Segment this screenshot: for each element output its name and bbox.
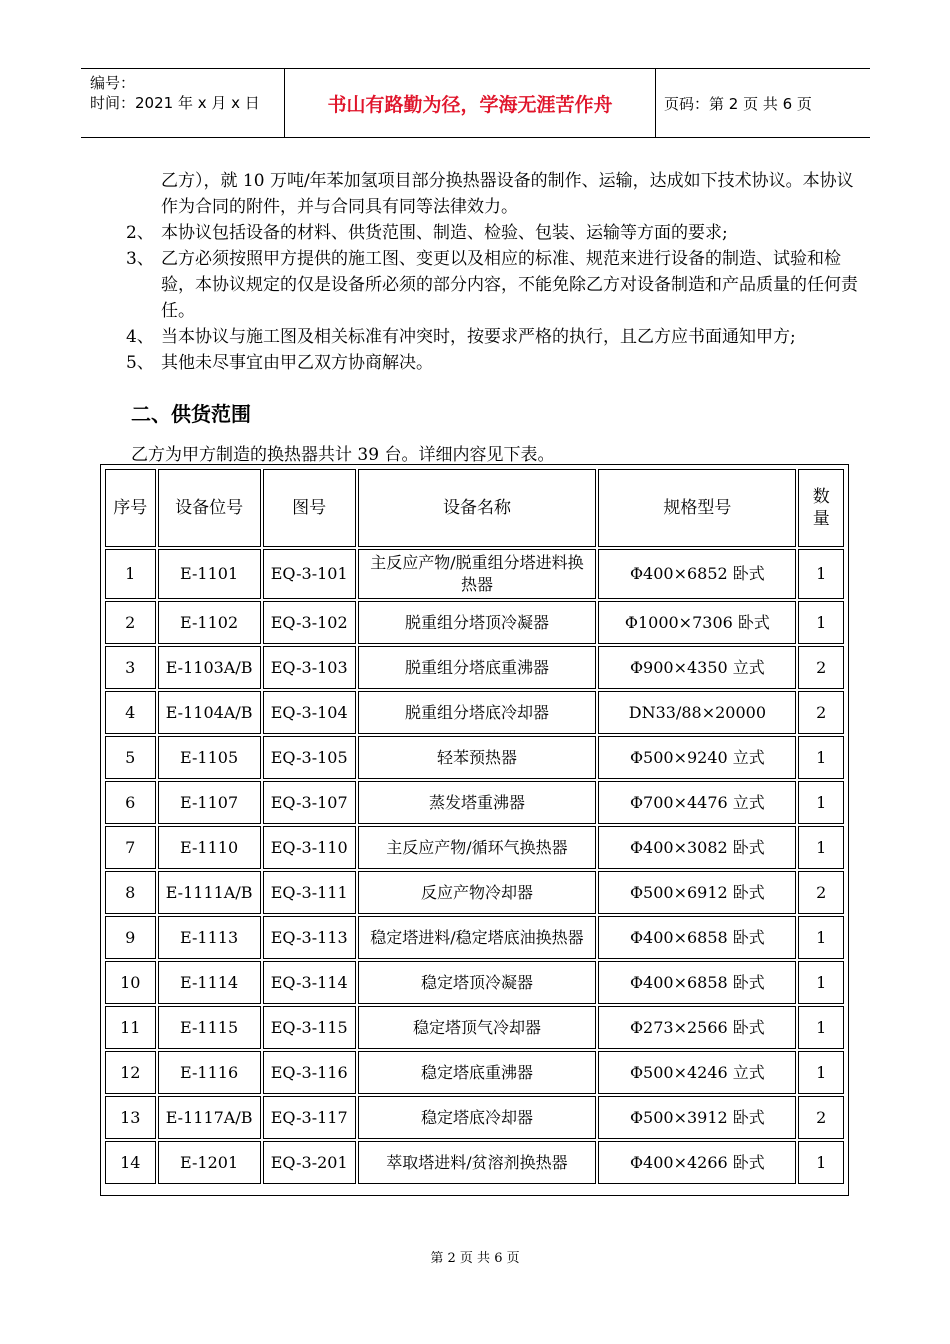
table-cell: EQ-3-116 [263, 1051, 356, 1094]
table-cell: 1 [798, 1006, 844, 1049]
intro-text: 乙方为甲方制造的换热器共计 39 台。详细内容见下表。 [131, 445, 555, 465]
table-cell: 10 [105, 961, 156, 1004]
table-row [105, 691, 844, 734]
equipment-table [103, 467, 846, 1186]
table-cell: 5 [105, 736, 156, 779]
table-cell: E-1104A/B [158, 691, 261, 734]
time-label: 时间：2021 年 x 月 x 日 [90, 94, 260, 112]
table-row [105, 601, 844, 644]
table-cell: Φ400×3082 卧式 [598, 826, 796, 869]
table-row [105, 781, 844, 824]
table-cell: 12 [105, 1051, 156, 1094]
table-cell: E-1115 [158, 1006, 261, 1049]
page-header [81, 68, 870, 138]
table-cell: 1 [798, 736, 844, 779]
table-cell: E-1116 [158, 1051, 261, 1094]
table-cell: EQ-3-115 [263, 1006, 356, 1049]
table-row [105, 1051, 844, 1094]
header-cell: 设备名称 [358, 469, 597, 547]
table-cell: Φ400×6858 卧式 [598, 961, 796, 1004]
table-cell: 1 [798, 826, 844, 869]
table-cell: E-1110 [158, 826, 261, 869]
table-cell: Φ500×4246 立式 [598, 1051, 796, 1094]
header-meta [90, 73, 260, 113]
table-row [105, 916, 844, 959]
table-row [105, 646, 844, 689]
table-cell: Φ500×9240 立式 [598, 736, 796, 779]
table-cell: 3 [105, 646, 156, 689]
header-cell: 设备位号 [158, 469, 261, 547]
table-cell: E-1201 [158, 1141, 261, 1184]
table-row [105, 1006, 844, 1049]
table-cell: 1 [798, 1141, 844, 1184]
table-row [105, 826, 844, 869]
clause-item: 4、 当本协议与施工图及相关标准有冲突时，按要求严格的执行，且乙方应书面通知甲方; [126, 327, 796, 347]
table-cell: 6 [105, 781, 156, 824]
header-cell: 图号 [263, 469, 356, 547]
table-cell: EQ-3-104 [263, 691, 356, 734]
table-cell: 蒸发塔重沸器 [358, 781, 597, 824]
clause-item: 5、 其他未尽事宜由甲乙双方协商解决。 [126, 353, 433, 373]
table-cell: 脱重组分塔底冷却器 [358, 691, 597, 734]
table-cell: E-1105 [158, 736, 261, 779]
table-cell: 13 [105, 1096, 156, 1139]
table-cell: E-1102 [158, 601, 261, 644]
table-cell: E-1103A/B [158, 646, 261, 689]
table-row [105, 961, 844, 1004]
table-cell: 反应产物冷却器 [358, 871, 597, 914]
table-cell: 11 [105, 1006, 156, 1049]
table-cell: EQ-3-107 [263, 781, 356, 824]
table-cell: 1 [798, 1051, 844, 1094]
clause-item: 2、 本协议包括设备的材料、供货范围、制造、检验、包装、运输等方面的要求; [126, 223, 728, 243]
table-cell: EQ-3-113 [263, 916, 356, 959]
table-cell: 2 [105, 601, 156, 644]
number-label: 编号： [90, 74, 136, 92]
motto: 书山有路勤为径，学海无涯苦作舟 [327, 93, 613, 116]
table-cell: Φ400×6858 卧式 [598, 916, 796, 959]
table-cell: 脱重组分塔底重沸器 [358, 646, 597, 689]
clause-continuation: 乙方），就 10 万吨/年苯加氢项目部分换热器设备的制作、运输，达成如下技术协议。本协议作为合同的附件，并与合同具有同等法律效力。 [161, 171, 854, 217]
table-cell: EQ-3-101 [263, 549, 356, 599]
table-cell: 14 [105, 1141, 156, 1184]
page-footer: 第 2 页 共 6 页 [430, 1251, 520, 1266]
table-row [105, 871, 844, 914]
table-cell: E-1114 [158, 961, 261, 1004]
table-row [105, 1096, 844, 1139]
table-cell: E-1111A/B [158, 871, 261, 914]
table-row [105, 736, 844, 779]
table-row [105, 549, 844, 599]
header-divider [655, 69, 656, 137]
table-cell: EQ-3-117 [263, 1096, 356, 1139]
table-cell: E-1101 [158, 549, 261, 599]
table-row [105, 1141, 844, 1184]
table-cell: 稳定塔底冷却器 [358, 1096, 597, 1139]
table-cell: E-1113 [158, 916, 261, 959]
table-cell: Φ273×2566 卧式 [598, 1006, 796, 1049]
table-cell: EQ-3-110 [263, 826, 356, 869]
table-cell: 脱重组分塔顶冷凝器 [358, 601, 597, 644]
clauses [126, 168, 866, 376]
header-cell: 数量 [798, 469, 844, 547]
table-cell: Φ700×4476 立式 [598, 781, 796, 824]
table-cell: 2 [798, 646, 844, 689]
table-cell: 2 [798, 871, 844, 914]
page-info: 页码：第 2 页 共 6 页 [664, 94, 812, 113]
table-cell: EQ-3-114 [263, 961, 356, 1004]
table-cell: 2 [798, 691, 844, 734]
section-title: 二、供货范围 [131, 402, 251, 426]
table-cell: 稳定塔底重沸器 [358, 1051, 597, 1094]
table-cell: 8 [105, 871, 156, 914]
table-cell: 主反应产物/循环气换热器 [358, 826, 597, 869]
table-cell: Φ500×3912 卧式 [598, 1096, 796, 1139]
table-cell: 萃取塔进料/贫溶剂换热器 [358, 1141, 597, 1184]
table-cell: Φ400×6852 卧式 [598, 549, 796, 599]
table-cell: EQ-3-103 [263, 646, 356, 689]
table-cell: 轻苯预热器 [358, 736, 597, 779]
table-cell: E-1107 [158, 781, 261, 824]
table-cell: 主反应产物/脱重组分塔进料换热器 [358, 549, 597, 599]
header-cell: 序号 [105, 469, 156, 547]
header-cell: 规格型号 [598, 469, 796, 547]
table-cell: EQ-3-111 [263, 871, 356, 914]
table-cell: 9 [105, 916, 156, 959]
table-cell: EQ-3-201 [263, 1141, 356, 1184]
table-cell: Φ1000×7306 卧式 [598, 601, 796, 644]
table-cell: E-1117A/B [158, 1096, 261, 1139]
table-cell: 1 [798, 781, 844, 824]
table-cell: EQ-3-105 [263, 736, 356, 779]
table-cell: EQ-3-102 [263, 601, 356, 644]
table-cell: Φ500×6912 卧式 [598, 871, 796, 914]
table-cell: 2 [798, 1096, 844, 1139]
table-cell: 1 [798, 549, 844, 599]
table-cell: DN33/88×20000 [598, 691, 796, 734]
equipment-table-frame [100, 464, 849, 1196]
table-cell: 7 [105, 826, 156, 869]
table-cell: 4 [105, 691, 156, 734]
table-cell: 1 [798, 961, 844, 1004]
table-cell: 1 [798, 916, 844, 959]
clause-item: 3、 乙方必须按照甲方提供的施工图、变更以及相应的标准、规范来进行设备的制造、试验和检验，本协议规定的仅是设备所必须的部分内容，不能免除乙方对设备制造和产品质量的任何责任。 [126, 249, 858, 321]
table-cell: 稳定塔进料/稳定塔底油换热器 [358, 916, 597, 959]
table-cell: 稳定塔顶气冷却器 [358, 1006, 597, 1049]
table-cell: Φ900×4350 立式 [598, 646, 796, 689]
table-cell: Φ400×4266 卧式 [598, 1141, 796, 1184]
table-cell: 1 [105, 549, 156, 599]
table-cell: 1 [798, 601, 844, 644]
table-header-row [105, 469, 844, 547]
table-cell: 稳定塔顶冷凝器 [358, 961, 597, 1004]
